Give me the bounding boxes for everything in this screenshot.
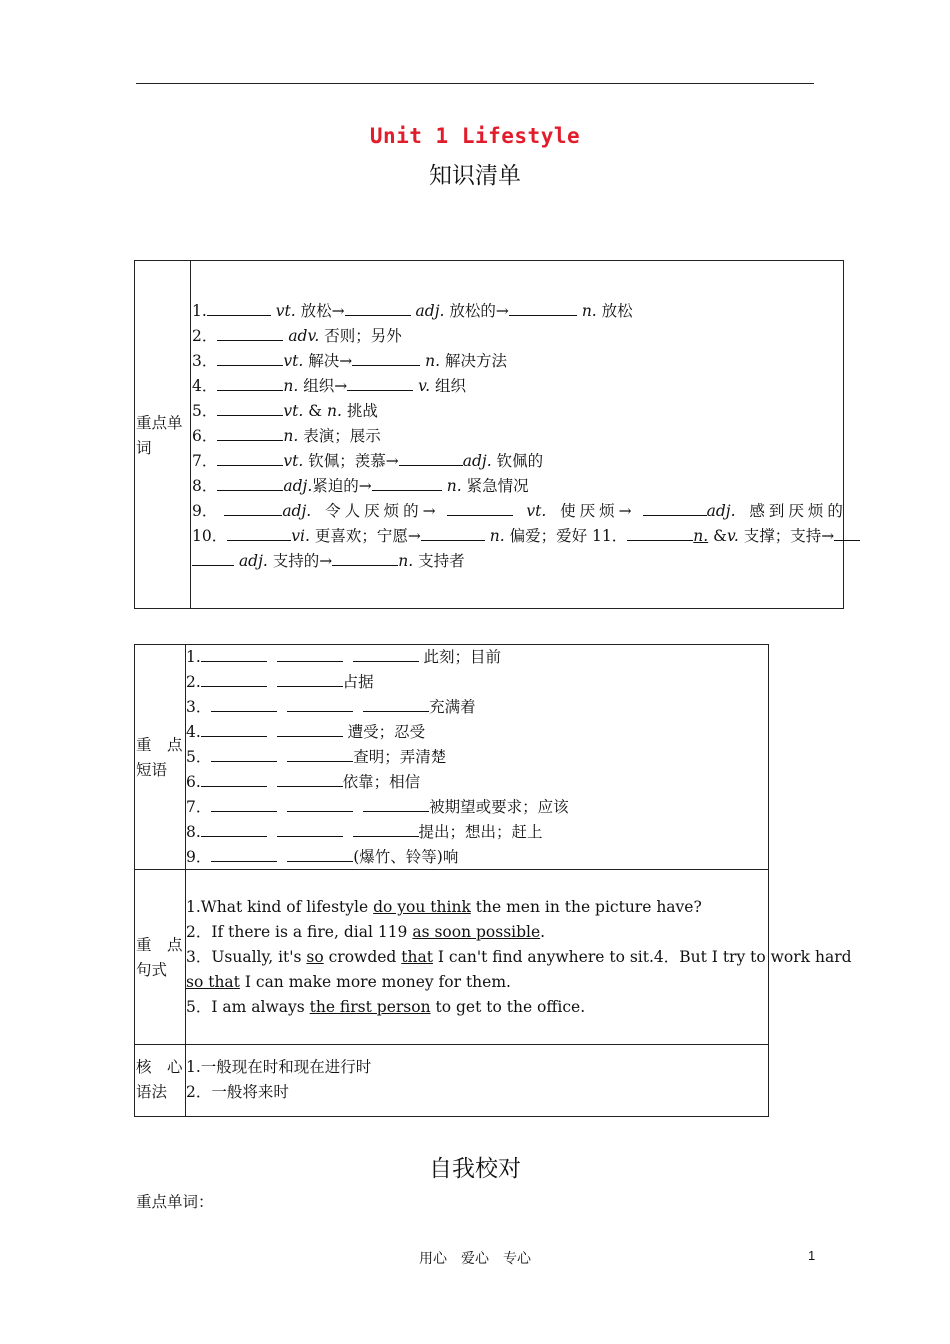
grammar-item-2: 2．一般将来时 — [186, 1083, 289, 1101]
self-check-subtitle: 重点单词： — [136, 1193, 214, 1211]
phrase-item-8: 8. 提出；想出；赶上 — [186, 820, 543, 845]
footer-motto: 用心 爱心 专心 — [419, 1251, 531, 1267]
phrases-label: 重 点 短语 — [136, 736, 183, 779]
vocab-item-10: 10． vi. 更喜欢；宁愿→ n. 偏爱；爱好 11． n. &v. 支撑；支持→ — [192, 524, 860, 549]
page-subtitle: 知识清单 — [429, 163, 521, 189]
vocab-divider — [190, 261, 191, 608]
vocab-item-3: 3． vt. 解决→ n. 解决方法 — [192, 349, 507, 374]
phrase-item-2: 2. 占据 — [186, 670, 374, 695]
vocab-item-6: 6． n. 表演；展示 — [192, 424, 381, 449]
self-check-title: 自我校对 — [429, 1156, 521, 1182]
vocab-item-11: adj. 支持的→ n. 支持者 — [192, 549, 465, 574]
unit-title: Unit 1 Lifestyle — [369, 124, 581, 148]
vocab-item-2: 2． adv. 否则；另外 — [192, 324, 402, 349]
phrase-item-1: 1. 此刻；目前 — [186, 645, 501, 670]
sentence-3: 3．Usually, it's so crowded that I can't find anywhere to sit.4．But I try to work hard — [186, 948, 852, 966]
grammar-item-1: 1.一般现在时和现在进行时 — [186, 1058, 372, 1076]
phrase-item-5: 5． 查明；弄清楚 — [186, 745, 446, 770]
vocab-label: 重点单词 — [136, 414, 183, 457]
vocab-item-9: 9． adj. 令人厌烦的→ vt. 使厌烦→ adj. 感到厌烦的 — [192, 499, 847, 524]
phrase-item-3: 3． 充满着 — [186, 695, 476, 720]
vocab-item-4: 4． n. 组织→ v. 组织 — [192, 374, 466, 399]
row-separator-2 — [135, 1044, 768, 1045]
phrase-item-6: 6. 依靠；相信 — [186, 770, 420, 795]
sentences-label: 重 点 句式 — [136, 936, 183, 979]
vocab-item-7: 7． vt. 钦佩；羡慕→ adj. 钦佩的 — [192, 449, 543, 474]
vocab-item-1: 1. vt. 放松→ adj. 放松的→ n. 放松 — [192, 299, 633, 324]
grammar-label: 核 心 语法 — [136, 1058, 183, 1101]
page-number: 1 — [808, 1248, 816, 1263]
sentence-4: so that I can make more money for them. — [186, 973, 511, 991]
top-rule — [136, 83, 814, 84]
vocab-item-8: 8． adj.紧迫的→ n. 紧急情况 — [192, 474, 529, 499]
sentence-5: 5．I am always the first person to get to the office. — [186, 998, 586, 1016]
phrase-item-9: 9． (爆竹、铃等)响 — [186, 845, 458, 870]
vocab-table — [134, 260, 847, 609]
sentence-2: 2．If there is a fire, dial 119 as soon possible. — [186, 923, 546, 941]
phrases-table — [134, 644, 852, 1117]
sentence-1: 1.What kind of lifestyle do you think the men in the picture have? — [186, 898, 702, 916]
phrase-item-4: 4. 遭受；忍受 — [186, 720, 425, 745]
vocab-item-5: 5． vt. & n. 挑战 — [192, 399, 378, 424]
phrase-item-7: 7． 被期望或要求；应该 — [186, 795, 569, 820]
